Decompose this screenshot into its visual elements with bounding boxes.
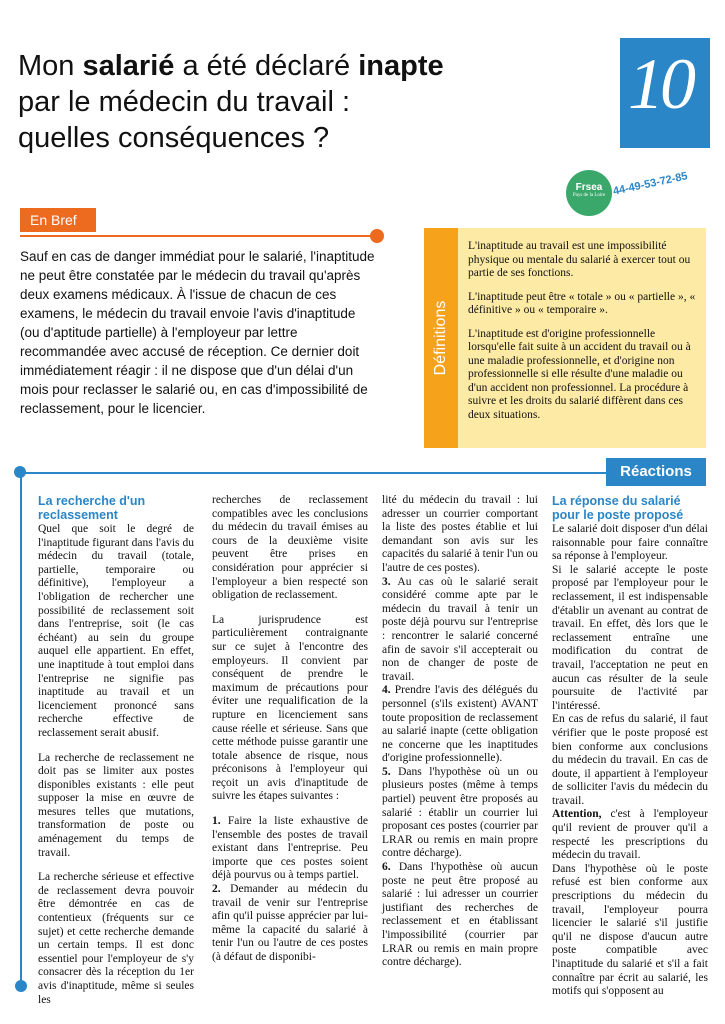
reactions-divider [20, 472, 614, 474]
definitions-label: Définitions [432, 300, 449, 376]
attention-label: Attention, [552, 808, 602, 821]
body-paragraph: En cas de refus du salarié, il faut vérifier que le poste proposé est bien conforme aux conclusions du médecin du travail. En cas de doute, il appartient à l'employeur de solliciter l'avis du médecin du travail. [552, 713, 708, 807]
title-bold-salarie: salarié [82, 50, 175, 82]
body-paragraph: Le salarié doit disposer d'un délai raisonnable pour faire connaître sa réponse à l'employeur. [552, 523, 708, 563]
definitions-box [458, 228, 706, 448]
definition-paragraph: L'inaptitude peut être « totale » ou « partielle », « définitive » ou « temporaire ». [468, 290, 696, 316]
en-bref-text: Sauf en cas de danger immédiat pour le salarié, l'inaptitude ne peut être constatée par le médecin du travail qu'après deux examens médicaux. À l'issue de chacun de ces examens, le médecin du travail envoie l'avis d'inaptitude (ou d'aptitude partielle) à l'employeur par lettre recommandée avec accusé de réception. Ce dernier doit immédiatement réagir : il ne dispose que d'un délai d'un mois pour reclasser le salarié ou, en cas d'impossibilité de reclassement, pour le licencier. [20, 249, 375, 416]
column-4 [552, 494, 708, 999]
step-text: Dans l'hypothèse où aucun poste ne peut être proposé au salarié : lui adresser un courrier justifiant des recherches de reclassement et en établissant l'impossibilité (courrier par LRAR ou remis en main propre contre décharge). [382, 861, 538, 969]
chapter-number-tab [620, 38, 710, 148]
step-paragraph [382, 576, 538, 685]
column-1 [38, 494, 194, 1018]
heading-recherche-reclassement: La recherche d'un reclassement [38, 494, 146, 522]
definition-paragraph: L'inaptitude est d'origine professionnelle lorsqu'elle fait suite à un accident du travail ou à une maladie professionnelle, et d'origine non professionnelle si elle résulte d'une maladie ou d'un accident non professionnel. La procédure à suivre et les droits du salarié diffèrent dans ces deux situations. [468, 327, 691, 421]
body-paragraph: lité du médecin du travail : lui adresser un courrier comportant la liste des postes établie et lui demandant son avis sur les capacités du salarié à tenir l'un ou l'autre de ces postes). [382, 494, 538, 574]
en-bref-divider [20, 235, 372, 237]
step-paragraph [212, 815, 368, 883]
body-paragraph: La recherche de reclassement ne doit pas se limiter aux postes disponibles existants : elle peut supposer la mise en œuvre de mesures telles que mutations, transformation de poste ou aménagement du temps de travail. [38, 751, 194, 859]
frsea-logo [566, 170, 612, 216]
step-text: Au cas où le salarié serait considéré comme apte par le médecin du travail à tenir un poste déjà pourvu sur l'entreprise : rencontrer le salarié concerné afin de savoir s'il accepterait ou non de changer de poste de travail. [382, 575, 538, 683]
step-number: 2. [212, 883, 221, 896]
definitions-side-label [424, 228, 458, 448]
en-bref-label: En Bref [20, 208, 96, 232]
attention-text: c'est à l'employeur qu'il revient de prouver qu'il a respecté les prescriptions du médecin du travail. [552, 808, 708, 862]
column-3 [382, 494, 538, 970]
step-number: 3. [382, 575, 391, 588]
body-paragraph: Si le salarié accepte le poste proposé par l'employeur pour le reclassement, il est indispensable d'établir un avenant au contrat de travail. En effet, dès lors que le reclassement entraîne une modification du contrat de travail, l'acceptation ne peut en aucun cas résulter de la seule poursuite de l'activité par l'intéressé. [552, 563, 708, 712]
body-paragraph: Dans l'hypothèse où le poste refusé est bien conforme aux prescriptions du médecin du travail, l'employeur pourra licencier le salarié s'il justifie qu'il ne dispose d'aucun autre poste compatible avec l'inaptitude du salarié et s'il a fait connaître par écrit au salarié, les motifs qui s'opposent au [552, 862, 708, 998]
step-paragraph [382, 861, 538, 970]
step-text: Demander au médecin du travail de venir sur l'entreprise afin qu'il puisse apprécier par lui-même la capacité du salarié à tenir l'un ou l'autre de ces postes (à défaut de disponibi- [212, 883, 368, 963]
reactions-bottom-dot [15, 980, 27, 992]
logo-text: Frsea [575, 182, 603, 193]
step-paragraph [382, 684, 538, 766]
title-bold-inapte: inapte [358, 50, 444, 82]
step-number: 6. [382, 861, 391, 874]
step-number: 5. [382, 765, 391, 778]
definition-paragraph: L'inaptitude au travail est une impossibilité physique ou mentale du salarié à exercer tout ou partie de ses fonctions. [468, 240, 691, 279]
phone-number: 44-49-53-72-85 [612, 170, 689, 198]
chapter-number: 10 [628, 44, 692, 124]
step-text: Prendre l'avis des délégués du personnel (s'ils existent) AVANT toute proposition de reclassement au salarié inapte (cette obligation ne concerne que les inaptitudes d'origine professionnelle). [382, 684, 538, 765]
title-part2: a été déclaré [174, 50, 359, 82]
body-paragraph: Quel que soit le degré de l'inaptitude figurant dans l'avis du médecin du travail (totale, partielle, temporaire ou définitive), l'employeur a l'obligation de rechercher une possibilité de reclassement soit dans l'entreprise, soit (le cas échéant) au sein du groupe auquel elle appartient. En effet, une inaptitude à tout emploi dans l'entreprise ne signifie pas inaptitude au travail et un licenciement prononcé sans recherche effective de reclassement serait abusif. [38, 523, 194, 739]
title-part1: Mon [18, 50, 83, 82]
en-bref-dot [370, 229, 384, 243]
title-line2: par le médecin du travail : [18, 86, 351, 118]
step-text: Dans l'hypothèse où un ou plusieurs postes (même à temps partiel) peuvent être proposés au salarié : établir un courrier lui proposant ces postes (courrier par LRAR ou remis en main propre contre décharge). [382, 765, 538, 860]
logo-subtext: Pays de la Loire [572, 193, 606, 198]
heading-reponse-salarie: La réponse du salarié pour le poste proposé [552, 494, 684, 522]
step-number: 1. [212, 815, 221, 828]
body-paragraph: recherches de reclassement compatibles avec les conclusions du médecin du travail émises au cours de la deuxième visite peuvent être prises en considération pour apprécier si l'employeur a bien respecté son obligation de reclassement. [212, 494, 368, 602]
body-paragraph: La jurisprudence est particulièrement contraignante sur ce sujet à l'encontre des employeurs. Il convient par conséquent de prendre le maximum de précautions pour éviter une requalification de la rupture en licenciement sans cause réelle et sérieuse. Sans que cette méthode puisse garantir une totale absence de risque, nous préconisons à l'employeur qui reçoit un avis d'inaptitude de suivre les étapes suivantes : [212, 613, 368, 803]
step-text: Faire la liste exhaustive de l'ensemble des postes de travail existant dans l'entreprise. Peu importe que ces postes soient déjà pourvus ou à temps partiel. [212, 815, 368, 882]
column-2 [212, 494, 368, 976]
reactions-label: Réactions [606, 458, 706, 486]
attention-paragraph [552, 808, 708, 862]
reactions-vertical-rule [20, 474, 22, 984]
step-number: 4. [382, 684, 391, 697]
step-paragraph [382, 766, 538, 861]
title-line3: quelles conséquences ? [18, 122, 330, 154]
body-paragraph: La recherche sérieuse et effective de reclassement devra pouvoir être démontrée en cas de contentieux (fréquents sur ce sujet) et cette recherche demande un certain temps. Il est donc essentiel pour l'employeur de s'y consacrer dès la réception du 1er avis d'inaptitude, même si seules les [38, 871, 194, 1006]
page-title [18, 48, 488, 156]
step-paragraph [212, 883, 368, 965]
